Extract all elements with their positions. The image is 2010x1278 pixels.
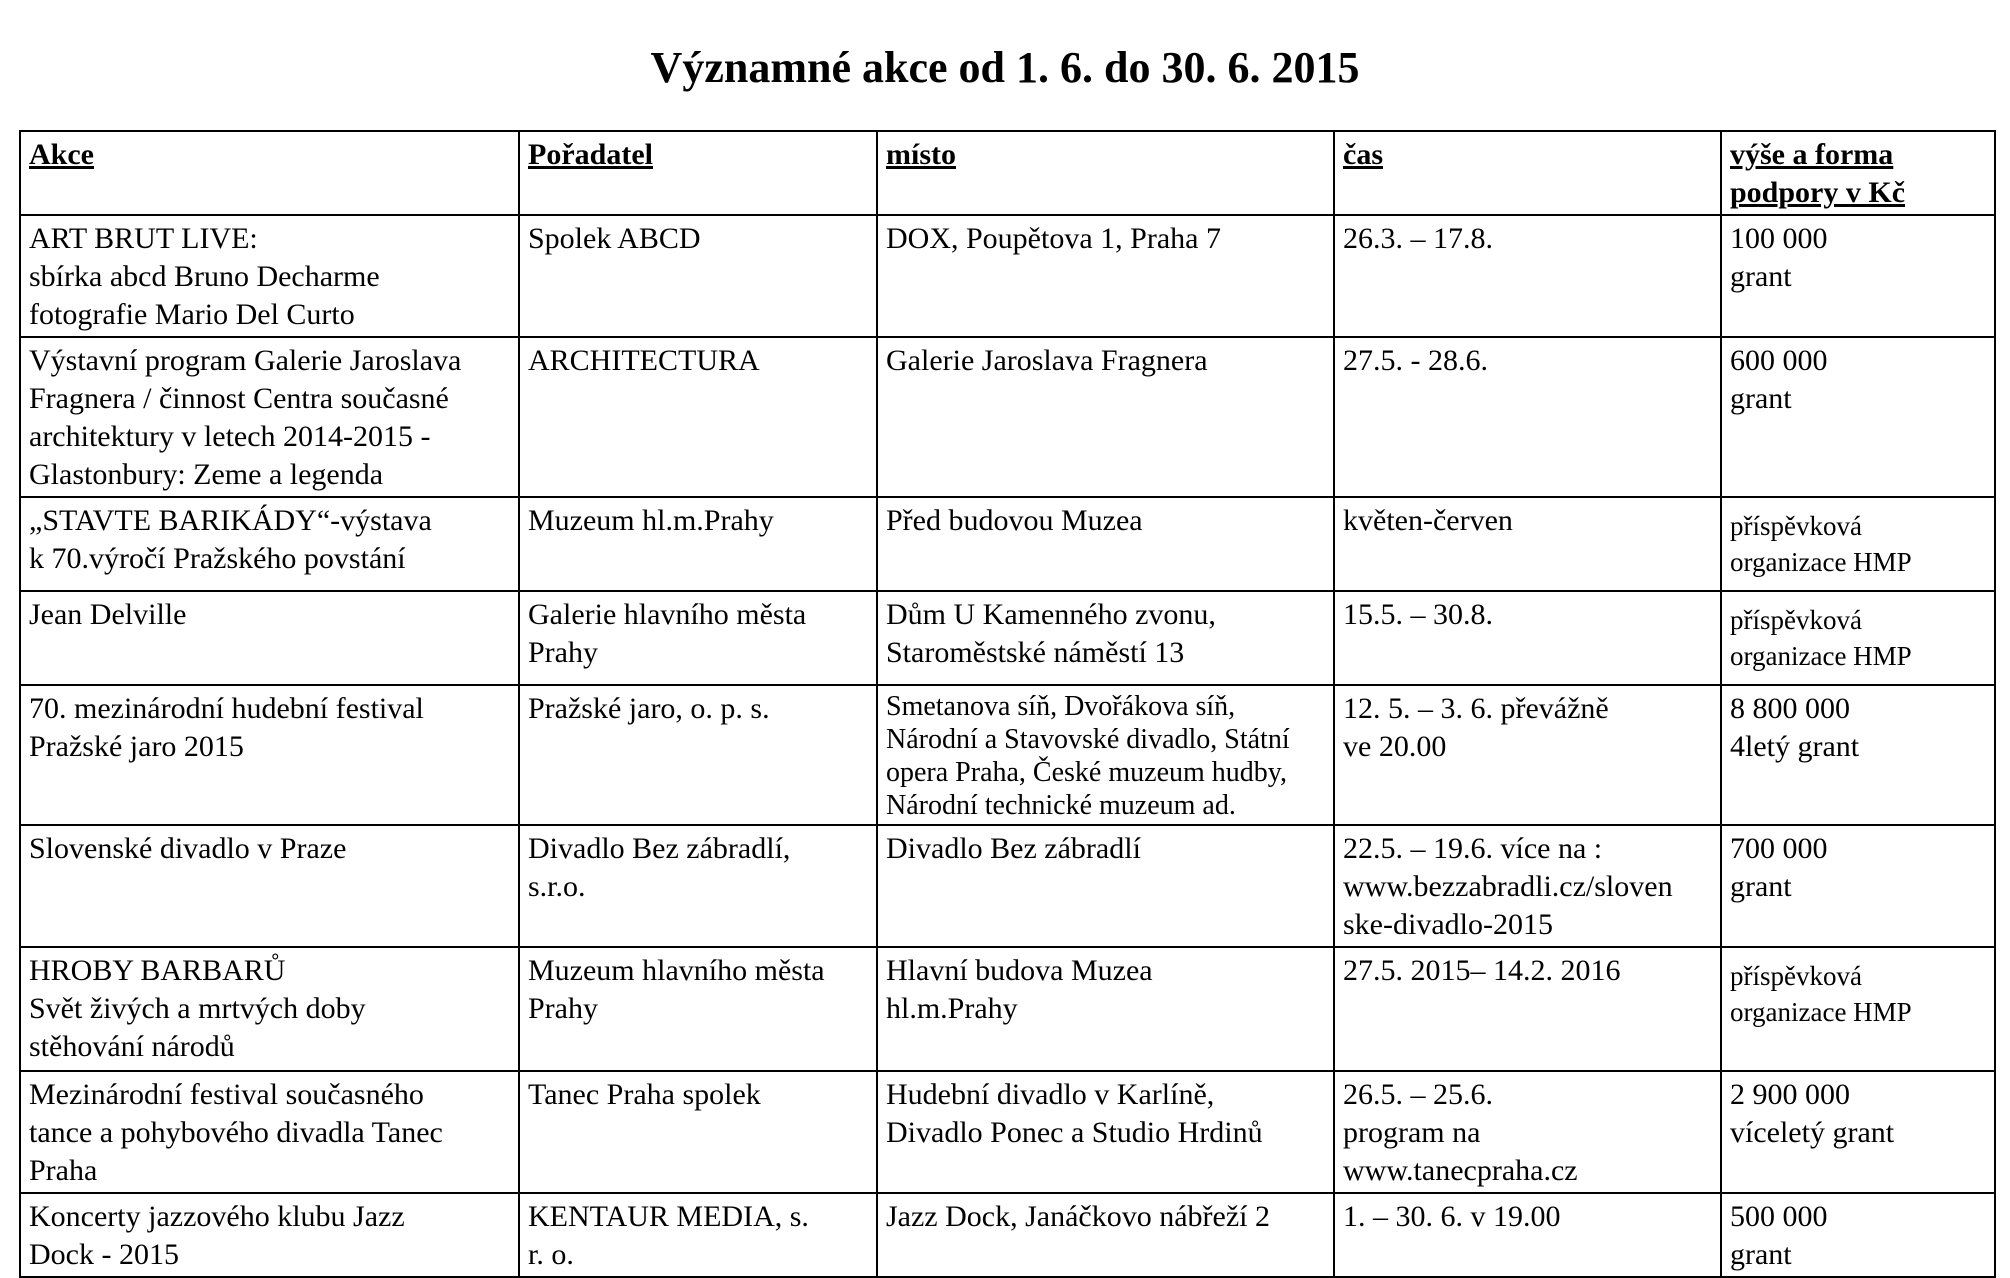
- cell-line: Výstavní program Galerie Jaroslava: [29, 344, 462, 377]
- cell-misto: [877, 497, 1334, 591]
- cell-line: 26.5. – 25.6.: [1343, 1078, 1493, 1111]
- page-title: Významné akce od 1. 6. do 30. 6. 2015: [650, 43, 1360, 92]
- cell-line: Spolek ABCD: [528, 222, 701, 255]
- cell-line: Před budovou Muzea: [886, 504, 1143, 537]
- cell-line: Divadlo Ponec a Studio Hrdinů: [886, 1116, 1263, 1149]
- cell-line: 500 000: [1730, 1200, 1828, 1233]
- cell-line: Dock - 2015: [29, 1238, 179, 1271]
- cell-podpora: [1721, 337, 1995, 497]
- cell-misto: [877, 947, 1334, 1071]
- cell-akce: [20, 1071, 519, 1193]
- cell-line: ARCHITECTURA: [528, 344, 760, 377]
- cell-line: 4letý grant: [1730, 730, 1860, 763]
- cell-misto: [877, 685, 1334, 825]
- cell-misto: [877, 215, 1334, 337]
- cell-line: Jean Delville: [29, 598, 187, 631]
- cell-poradatel: [519, 1193, 877, 1277]
- cell-misto: [877, 825, 1334, 947]
- cell-line: Hlavní budova Muzea: [886, 954, 1153, 987]
- events-table: [19, 130, 1996, 1278]
- cell-podpora: [1721, 947, 1995, 1071]
- cell-line: 700 000: [1730, 832, 1828, 865]
- cell-akce: [20, 215, 519, 337]
- cell-akce: [20, 337, 519, 497]
- cell-misto: [877, 1071, 1334, 1193]
- cell-line: Muzeum hl.m.Prahy: [528, 504, 774, 537]
- cell-podpora: [1721, 825, 1995, 947]
- cell-cas: [1334, 685, 1721, 825]
- cell-podpora: [1721, 215, 1995, 337]
- cell-akce: [20, 497, 519, 591]
- table-row: [20, 215, 1995, 337]
- cell-line: 70. mezinárodní hudební festival: [29, 692, 424, 725]
- cell-akce: [20, 685, 519, 825]
- cell-line: k 70.výročí Pražského povstání: [29, 542, 406, 575]
- cell-cas: [1334, 591, 1721, 685]
- column-header-podpora-line: výše a forma: [1730, 138, 1894, 171]
- cell-line: Prahy: [528, 636, 598, 669]
- cell-line: Národní a Stavovské divadlo, Státní: [886, 724, 1290, 755]
- cell-podpora: [1721, 685, 1995, 825]
- cell-poradatel: [519, 685, 877, 825]
- table-body: [20, 215, 1995, 1277]
- cell-line: www.bezzabradli.cz/sloven: [1343, 870, 1673, 903]
- cell-misto: [877, 591, 1334, 685]
- cell-cas: [1334, 825, 1721, 947]
- cell-line: Slovenské divadlo v Praze: [29, 832, 347, 865]
- cell-line: s.r.o.: [528, 870, 586, 903]
- cell-line: fotografie Mario Del Curto: [29, 298, 355, 331]
- cell-line: příspěvková: [1730, 605, 1862, 635]
- cell-line: Koncerty jazzového klubu Jazz: [29, 1200, 405, 1233]
- column-header-akce: Akce: [20, 131, 519, 215]
- cell-akce: [20, 825, 519, 947]
- cell-line: 27.5. 2015– 14.2. 2016: [1343, 954, 1621, 987]
- cell-line: ve 20.00: [1343, 730, 1447, 763]
- cell-poradatel: [519, 1071, 877, 1193]
- table-header-row: [20, 131, 1995, 215]
- cell-line: příspěvková: [1730, 961, 1862, 991]
- cell-line: 27.5. - 28.6.: [1343, 344, 1488, 377]
- cell-line: ske-divadlo-2015: [1343, 908, 1553, 941]
- cell-line: 600 000: [1730, 344, 1828, 377]
- cell-poradatel: [519, 825, 877, 947]
- cell-line: organizace HMP: [1730, 547, 1912, 577]
- cell-line: 8 800 000: [1730, 692, 1850, 725]
- cell-cas: [1334, 947, 1721, 1071]
- cell-line: víceletý grant: [1730, 1116, 1895, 1149]
- cell-line: Hudební divadlo v Karlíně,: [886, 1078, 1215, 1111]
- cell-misto: [877, 337, 1334, 497]
- cell-line: Divadlo Bez zábradlí: [886, 832, 1141, 865]
- cell-cas: [1334, 215, 1721, 337]
- cell-line: DOX, Poupětova 1, Praha 7: [886, 222, 1221, 255]
- cell-poradatel: [519, 337, 877, 497]
- cell-line: r. o.: [528, 1238, 574, 1271]
- cell-line: Divadlo Bez zábradlí,: [528, 832, 791, 865]
- cell-misto: [877, 1193, 1334, 1277]
- cell-line: 15.5. – 30.8.: [1343, 598, 1493, 631]
- cell-line: 26.3. – 17.8.: [1343, 222, 1493, 255]
- cell-akce: [20, 591, 519, 685]
- cell-podpora: [1721, 1071, 1995, 1193]
- column-header-misto: místo: [877, 131, 1334, 215]
- cell-akce: [20, 947, 519, 1071]
- cell-line: Tanec Praha spolek: [528, 1078, 761, 1111]
- cell-cas: [1334, 1071, 1721, 1193]
- cell-line: Pražské jaro, o. p. s.: [528, 692, 770, 725]
- cell-line: květen-červen: [1343, 504, 1513, 537]
- cell-poradatel: [519, 947, 877, 1071]
- cell-line: tance a pohybového divadla Tanec: [29, 1116, 443, 1149]
- cell-line: Muzeum hlavního města: [528, 954, 825, 987]
- cell-line: 12. 5. – 3. 6. převážně: [1343, 692, 1609, 725]
- cell-line: 100 000: [1730, 222, 1828, 255]
- cell-line: Prahy: [528, 992, 598, 1025]
- table-row: [20, 685, 1995, 825]
- cell-line: organizace HMP: [1730, 641, 1912, 671]
- cell-podpora: [1721, 591, 1995, 685]
- cell-line: Galerie hlavního města: [528, 598, 807, 631]
- cell-line: Národní technické muzeum ad.: [886, 790, 1236, 821]
- cell-cas: [1334, 497, 1721, 591]
- table-row: [20, 337, 1995, 497]
- cell-cas: [1334, 1193, 1721, 1277]
- cell-podpora: [1721, 497, 1995, 591]
- cell-cas: [1334, 337, 1721, 497]
- cell-poradatel: [519, 497, 877, 591]
- cell-line: Galerie Jaroslava Fragnera: [886, 344, 1208, 377]
- cell-line: HROBY BARBARŮ: [29, 954, 286, 987]
- cell-line: Glastonbury: Zeme a legenda: [29, 458, 384, 491]
- cell-line: Smetanova síň, Dvořákova síň,: [886, 691, 1236, 722]
- cell-poradatel: [519, 591, 877, 685]
- cell-line: opera Praha, České muzeum hudby,: [886, 757, 1287, 788]
- column-header-podpora: [1721, 131, 1995, 215]
- table-row: [20, 591, 1995, 685]
- column-header-cas: čas: [1334, 131, 1721, 215]
- cell-line: hl.m.Prahy: [886, 992, 1018, 1025]
- cell-line: Jazz Dock, Janáčkovo nábřeží 2: [886, 1200, 1270, 1233]
- cell-line: architektury v letech 2014-2015 -: [29, 420, 431, 453]
- table-row: [20, 825, 1995, 947]
- column-header-poradatel: Pořadatel: [519, 131, 877, 215]
- cell-line: Staroměstské náměstí 13: [886, 636, 1185, 669]
- cell-line: ART BRUT LIVE:: [29, 222, 258, 255]
- cell-line: Fragnera / činnost Centra současné: [29, 382, 449, 415]
- cell-line: příspěvková: [1730, 511, 1862, 541]
- cell-line: 22.5. – 19.6. více na :: [1343, 832, 1603, 865]
- cell-line: program na: [1343, 1116, 1481, 1149]
- cell-akce: [20, 1193, 519, 1277]
- cell-line: Svět živých a mrtvých doby: [29, 992, 366, 1025]
- cell-line: Dům U Kamenného zvonu,: [886, 598, 1216, 631]
- cell-poradatel: [519, 215, 877, 337]
- table-row: [20, 947, 1995, 1071]
- cell-line: organizace HMP: [1730, 997, 1912, 1027]
- cell-line: Praha: [29, 1154, 98, 1187]
- cell-line: Pražské jaro 2015: [29, 730, 244, 763]
- cell-line: www.tanecpraha.cz: [1343, 1154, 1578, 1187]
- table-row: [20, 497, 1995, 591]
- cell-podpora: [1721, 1193, 1995, 1277]
- cell-line: Mezinárodní festival současného: [29, 1078, 424, 1111]
- cell-line: grant: [1730, 870, 1792, 903]
- cell-line: KENTAUR MEDIA, s.: [528, 1200, 809, 1233]
- cell-line: sbírka abcd Bruno Decharme: [29, 260, 380, 293]
- cell-line: 1. – 30. 6. v 19.00: [1343, 1200, 1561, 1233]
- cell-line: 2 900 000: [1730, 1078, 1850, 1111]
- table-row: [20, 1071, 1995, 1193]
- cell-line: „STAVTE BARIKÁDY“-výstava: [29, 504, 432, 537]
- cell-line: grant: [1730, 260, 1792, 293]
- column-header-podpora-line: podpory v Kč: [1730, 176, 1906, 209]
- cell-line: stěhování národů: [29, 1030, 235, 1063]
- cell-line: grant: [1730, 382, 1792, 415]
- table-row: [20, 1193, 1995, 1277]
- cell-line: grant: [1730, 1238, 1792, 1271]
